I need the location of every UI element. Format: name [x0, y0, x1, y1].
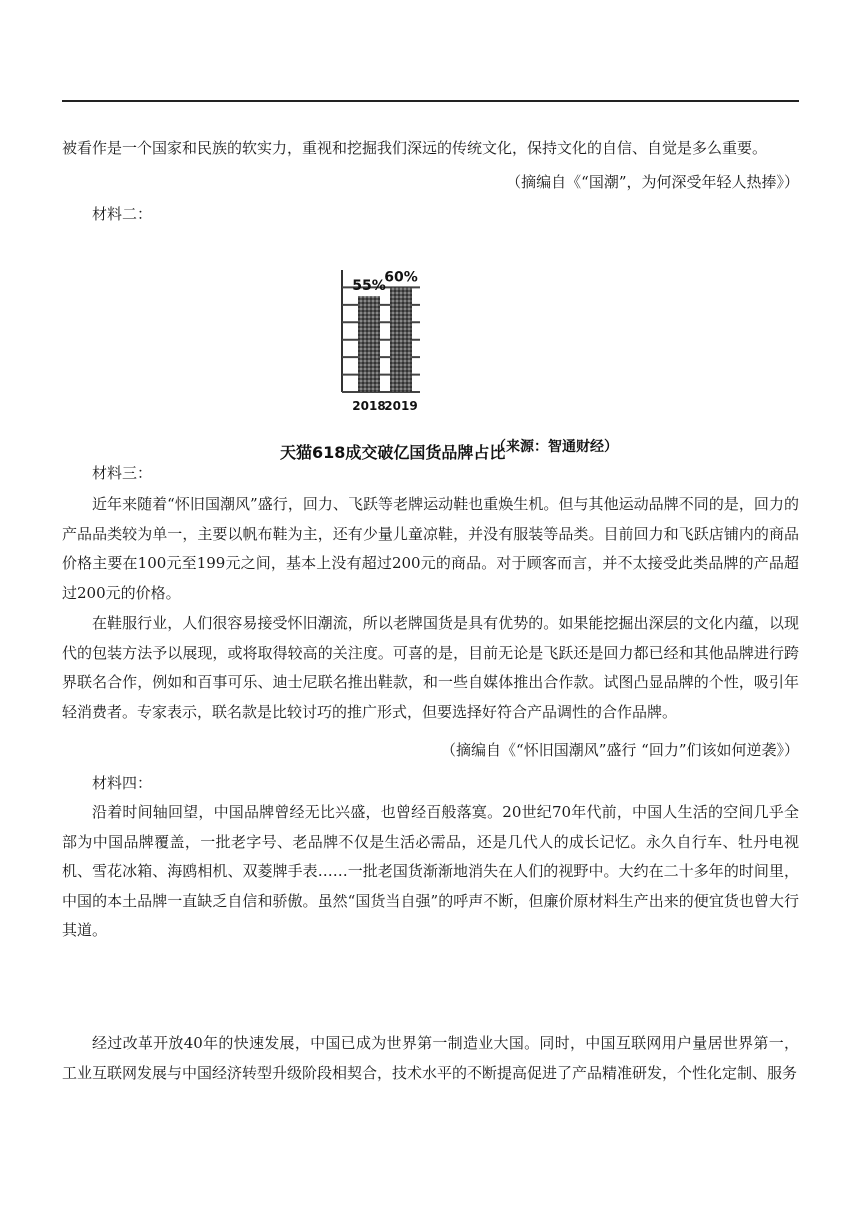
header-rule	[62, 100, 799, 102]
para-3-2: 在鞋服行业，人们很容易接受怀旧潮流，所以老牌国货是具有优势的。如果能挖掘出深层的文化内蕴，以现代的包装方法予以展现，或将取得较高的关注度。可喜的是，目前无论是飞跃还是回力都已经和其他品牌进行跨界联名合作，例如和百事可乐、迪士尼联名推出鞋款，和一些自媒体推出合作款。试图凸显品牌的个性，吸引年轻消费者。专家表示，联名款是比较讨巧的推广形式，但要选择好符合产品调性的合作品牌。	[62, 614, 799, 721]
para-4-1: 沿着时间轴回望，中国品牌曾经无比兴盛，也曾经百般落寞。20世纪70年代前，中国人生活的空间几乎全部为中国品牌覆盖，一批老字号、老品牌不仅是生活必需品，还是几代人的成长记忆。永久自行车、牡丹电视机、雪花冰箱、海鸥相机、双菱牌手表……一批老国货渐渐地消失在人们的视野中。大约在二十多年的时间里，中国的本土品牌一直缺乏自信和骄傲。虽然“国货当自强”的呼声不断，但廉价原材料生产出来的便宜货也曾大行其道。	[62, 803, 799, 939]
label-material-4: 材料四：	[92, 774, 153, 792]
chart-bar-2018	[358, 296, 380, 392]
para-3-1: 近年来随着“怀旧国潮风”盛行，回力、飞跃等老牌运动鞋也重焕生机。但与其他运动品牌不同的是，回力的产品品类较为单一，主要以帆布鞋为主，还有少量儿童凉鞋，并没有服装等品类。目前回力和飞跃店铺内的商品价格主要在100元至199元之间，基本上没有超过200元的商品。对于顾客而言，并不太接受此类品牌的产品超过200元的价格。	[62, 495, 799, 602]
chart-svg	[280, 252, 618, 472]
label-material-3: 材料三：	[92, 464, 153, 482]
chart-x-ticks	[352, 399, 417, 413]
chart-x-tick-2019: 2019	[384, 399, 418, 413]
chart-bar-2019	[390, 287, 412, 392]
chart-source-note: （来源：智通财经）	[492, 439, 618, 455]
source-1: （摘编自《“国潮”，为何深受年轻人热捧》）	[506, 173, 799, 191]
chart-x-tick-2018: 2018	[352, 399, 386, 413]
label-material-2: 材料二：	[92, 205, 153, 223]
top-paragraph: 被看作是一个国家和民族的软实力，重视和挖掘我们深远的传统文化，保持文化的自信、自觉是多么重要。	[62, 139, 768, 157]
chart-data-label-2019: 60%	[384, 269, 418, 286]
chart-brand-share	[280, 252, 618, 472]
source-3: （摘编自《“怀旧国潮风”盛行 “回力”们该如何逆袭》）	[441, 741, 799, 759]
chart-data-label-2018: 55%	[352, 278, 386, 295]
para-4-2: 经过改革开放40年的快速发展，中国已成为世界第一制造业大国。同时，中国互联网用户量居世界第一，工业互联网发展与中国经济转型升级阶段相契合，技术水平的不断提高促进了产品精准研发，个性化定制、服务	[62, 1034, 799, 1082]
chart-title: 天猫618成交破亿国货品牌占比	[280, 443, 506, 462]
